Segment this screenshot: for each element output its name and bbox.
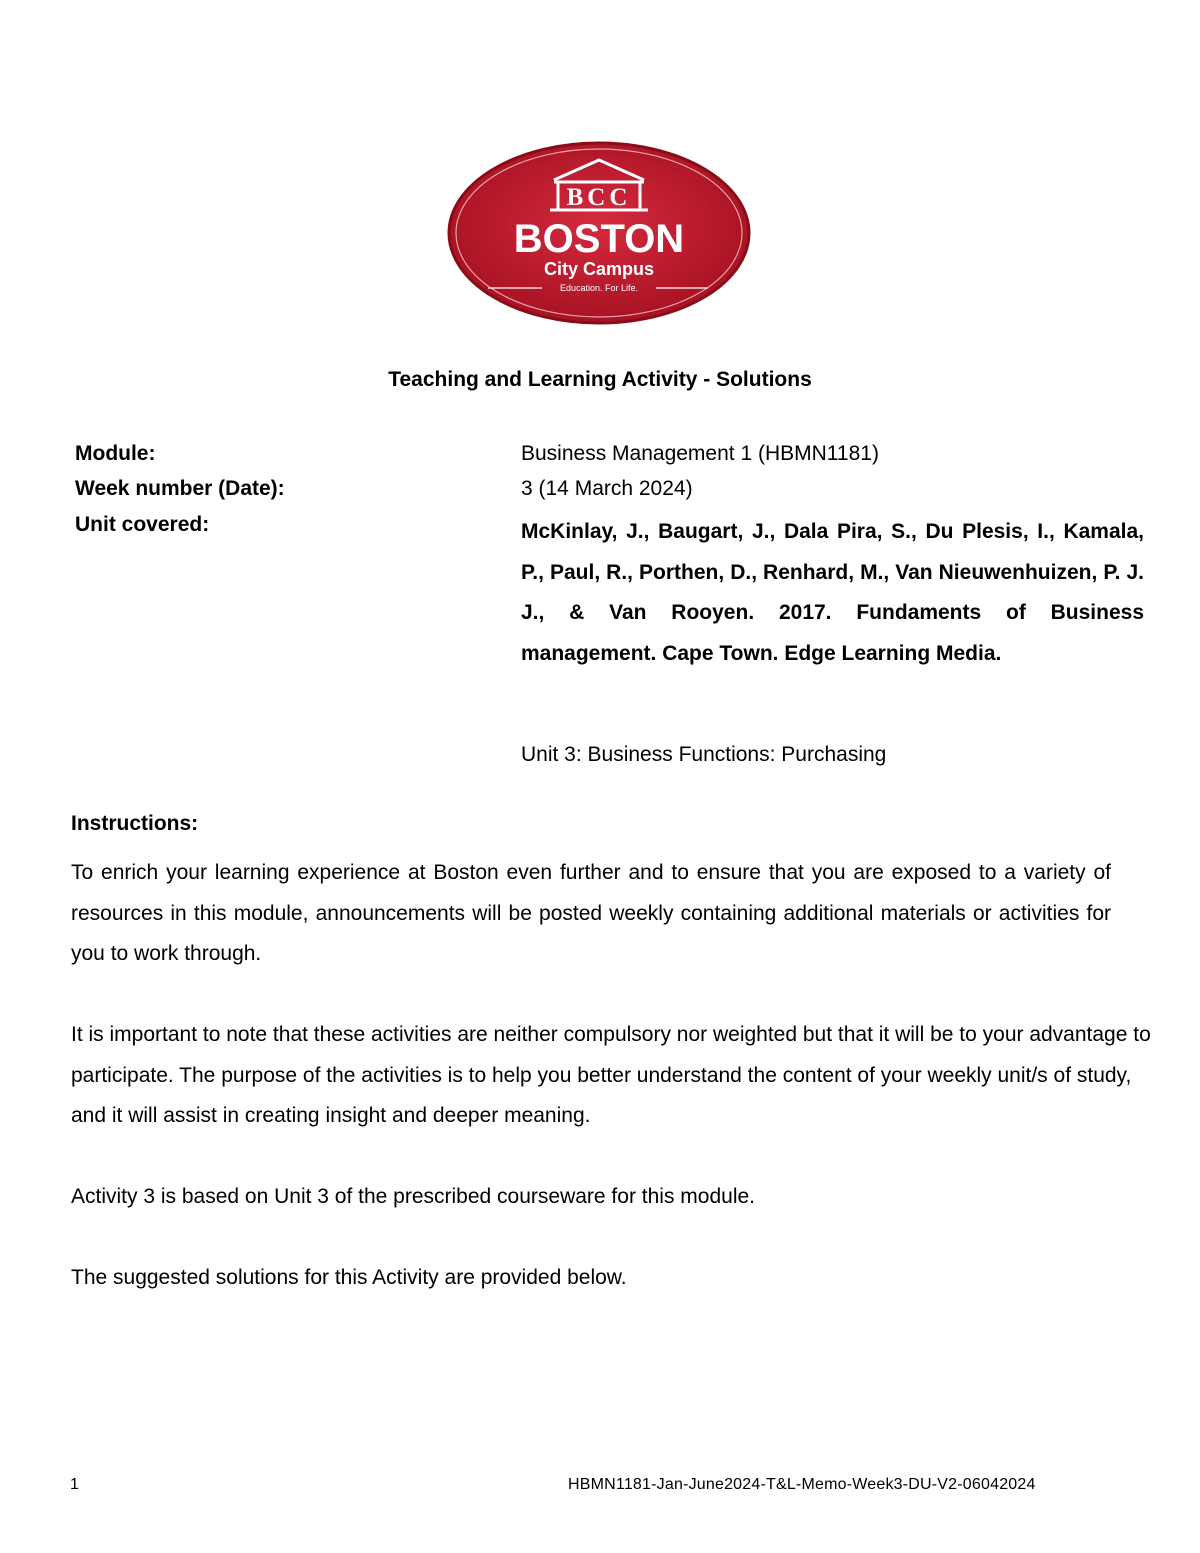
instructions-paragraph-3: Activity 3 is based on Unit 3 of the prescribed courseware for this module. [71, 1185, 755, 1208]
unit-value: Unit 3: Business Functions: Purchasing [521, 743, 887, 766]
document-title: Teaching and Learning Activity - Solutions [388, 368, 812, 391]
instructions-heading: Instructions: [71, 812, 199, 835]
module-value: Business Management 1 (HBMN1181) [521, 442, 879, 465]
module-label: Module: [75, 442, 156, 465]
instructions-paragraph-4: The suggested solutions for this Activity are provided below. [71, 1266, 627, 1289]
logo-emblem [446, 140, 752, 326]
instructions-paragraph-2: It is important to note that these activities are neither compulsory nor weighted but that it will be to your advantage to participate. The purpose of the activities is to help you better understand the content of your weekly unit/s of study, and it will assist in creating insight and deeper meaning. [71, 1023, 1151, 1127]
week-label: Week number (Date): [75, 477, 285, 500]
boston-city-campus-logo [446, 140, 752, 326]
page-number: 1 [70, 1476, 79, 1493]
document-code: HBMN1181-Jan-June2024-T&L-Memo-Week3-DU-V2-06042024 [568, 1476, 1036, 1493]
unit-reference: McKinlay, J., Baugart, J., Dala Pira, S., Du Plesis, I., Kamala, P., Paul, R., Porthen, D., Renhard, M., Van Nieuwenhuizen, P. J. J., & Van Rooyen. 2017. Fundaments of Business management. Cape Town. Edge Learning Media. [521, 520, 1144, 665]
instructions-paragraph-1: To enrich your learning experience at Boston even further and to ensure that you are exposed to a variety of resources in this module, announcements will be posted weekly containing additional materials or activities for you to work through. [71, 861, 1111, 965]
logo-bcc-text: BCC [566, 184, 632, 211]
logo-name-text: BOSTON [513, 217, 685, 261]
logo-subtitle-text: City Campus [543, 259, 655, 279]
week-value: 3 (14 March 2024) [521, 477, 693, 500]
unit-label: Unit covered: [75, 513, 210, 536]
logo-tagline-text: Education. For Life. [559, 283, 639, 293]
